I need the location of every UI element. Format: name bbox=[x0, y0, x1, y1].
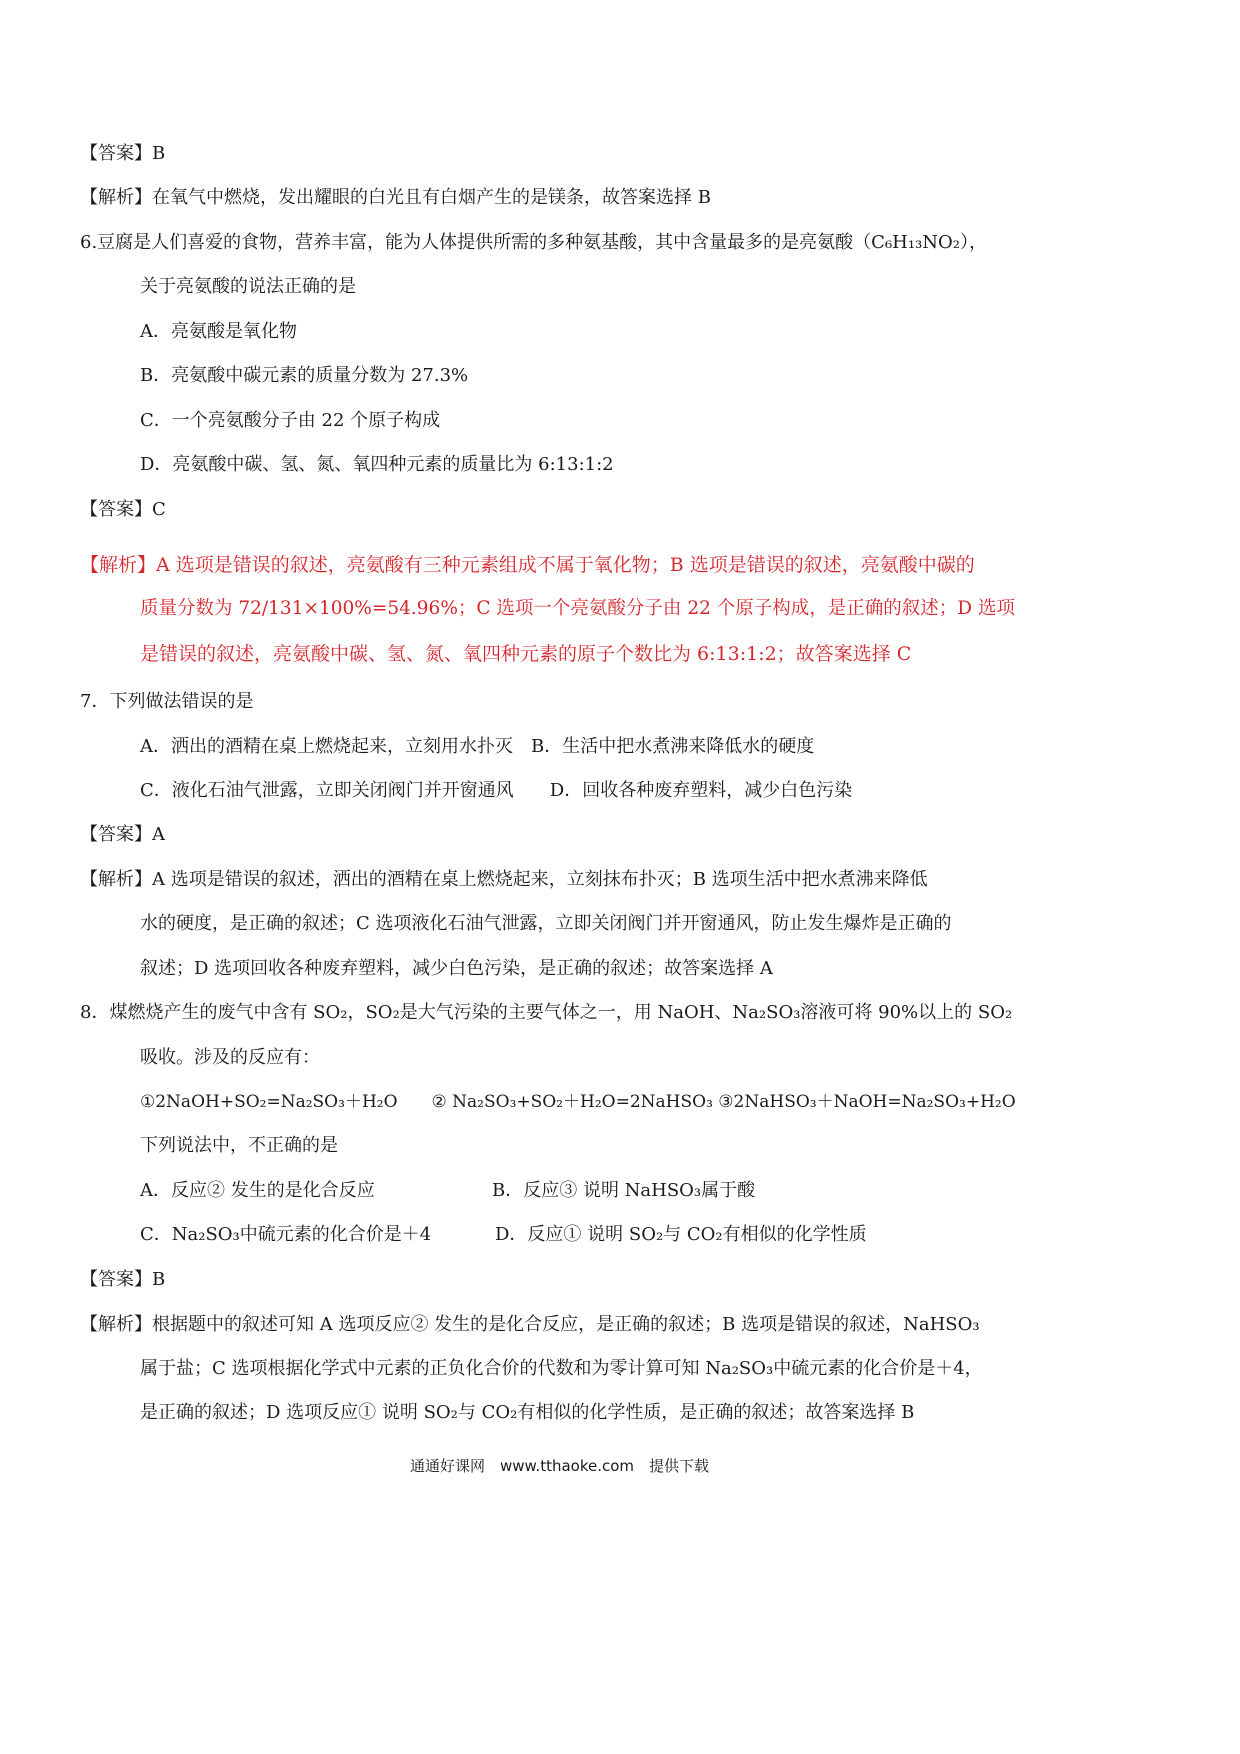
question-8-option-d: D．反应① 说明 SO₂与 CO₂有相似的化学性质 bbox=[495, 1224, 867, 1245]
question-7-options-cd: C．液化石油气泄露，立即关闭阀门并开窗通风 D．回收各种废弃塑料，减少白色污染 bbox=[140, 780, 853, 801]
analysis-q8-line1: 【解析】根据题中的叙述可知 A 选项反应② 发生的是化合反应，是正确的叙述；B 选项是错误的叙述，NaHSO₃ bbox=[80, 1314, 980, 1335]
question-8-reactions: ①2NaOH+SO₂=Na₂SO₃＋H₂O ② Na₂SO₃+SO₂＋H₂O=2NaHSO₃ ③2NaHSO₃＋NaOH=Na₂SO₃+H₂O bbox=[140, 1092, 1016, 1112]
question-8-option-a: A．反应② 发生的是化合反应 bbox=[140, 1180, 375, 1201]
question-6-option-c: C．一个亮氨酸分子由 22 个原子构成 bbox=[140, 410, 441, 431]
page-footer: 通通好课网 www.tthaoke.com 提供下载 bbox=[410, 1457, 710, 1475]
answer-q5: 【答案】B bbox=[80, 143, 166, 164]
analysis-q6-line3: 是错误的叙述，亮氨酸中碳、氢、氮、氧四种元素的原子个数比为 6:13:1:2；故答案选择 C bbox=[140, 643, 912, 665]
question-6-option-a: A．亮氨酸是氧化物 bbox=[140, 321, 297, 342]
answer-q6: 【答案】C bbox=[80, 499, 166, 520]
question-7-stem: 7．下列做法错误的是 bbox=[80, 691, 254, 712]
question-6-stem-cont: 关于亮氨酸的说法正确的是 bbox=[140, 276, 356, 297]
analysis-q7-line3: 叙述；D 选项回收各种废弃塑料，减少白色污染，是正确的叙述；故答案选择 A bbox=[140, 958, 773, 979]
analysis-q7-line2: 水的硬度，是正确的叙述；C 选项液化石油气泄露，立即关闭阀门并开窗通风，防止发生爆炸是正确的 bbox=[140, 913, 952, 934]
question-7-options-ab: A．洒出的酒精在桌上燃烧起来，立刻用水扑灭 B．生活中把水煮沸来降低水的硬度 bbox=[140, 736, 815, 757]
question-6-option-b: B．亮氨酸中碳元素的质量分数为 27.3% bbox=[140, 365, 469, 386]
analysis-q6-line2: 质量分数为 72/131×100%=54.96%；C 选项一个亮氨酸分子由 22 个原子构成，是正确的叙述；D 选项 bbox=[140, 598, 1015, 619]
question-6-stem: 6.豆腐是人们喜爱的食物，营养丰富，能为人体提供所需的多种氨基酸，其中含量最多的是亮氨酸（C₆H₁₃NO₂）， bbox=[80, 232, 988, 253]
question-8-option-c: C．Na₂SO₃中硫元素的化合价是＋4 bbox=[140, 1224, 432, 1245]
analysis-q6-line1: 【解析】A 选项是错误的叙述，亮氨酸有三种元素组成不属于氧化物；B 选项是错误的叙述，亮氨酸中碳的 bbox=[80, 554, 975, 576]
question-8-stem-cont: 吸收。涉及的反应有： bbox=[140, 1047, 320, 1068]
question-8-stem: 8．煤燃烧产生的废气中含有 SO₂，SO₂是大气污染的主要气体之一，用 NaOH、Na₂SO₃溶液可将 90%以上的 SO₂ bbox=[80, 1002, 1013, 1023]
analysis-q8-line3: 是正确的叙述；D 选项反应① 说明 SO₂与 CO₂有相似的化学性质，是正确的叙述；故答案选择 B bbox=[140, 1402, 915, 1423]
question-8-option-b: B．反应③ 说明 NaHSO₃属于酸 bbox=[492, 1180, 756, 1201]
analysis-q5: 【解析】在氧气中燃烧，发出耀眼的白光且有白烟产生的是镁条，故答案选择 B bbox=[80, 187, 711, 208]
answer-q8: 【答案】B bbox=[80, 1269, 166, 1290]
analysis-q7-line1: 【解析】A 选项是错误的叙述，洒出的酒精在桌上燃烧起来，立刻抹布扑灭；B 选项生活中把水煮沸来降低 bbox=[80, 869, 928, 890]
question-6-option-d: D．亮氨酸中碳、氢、氮、氧四种元素的质量比为 6:13:1:2 bbox=[140, 454, 614, 475]
analysis-q8-line2: 属于盐；C 选项根据化学式中元素的正负化合价的代数和为零计算可知 Na₂SO₃中硫元素的化合价是＋4， bbox=[140, 1358, 983, 1379]
answer-q7: 【答案】A bbox=[80, 824, 165, 845]
question-8-prompt: 下列说法中，不正确的是 bbox=[140, 1135, 338, 1156]
